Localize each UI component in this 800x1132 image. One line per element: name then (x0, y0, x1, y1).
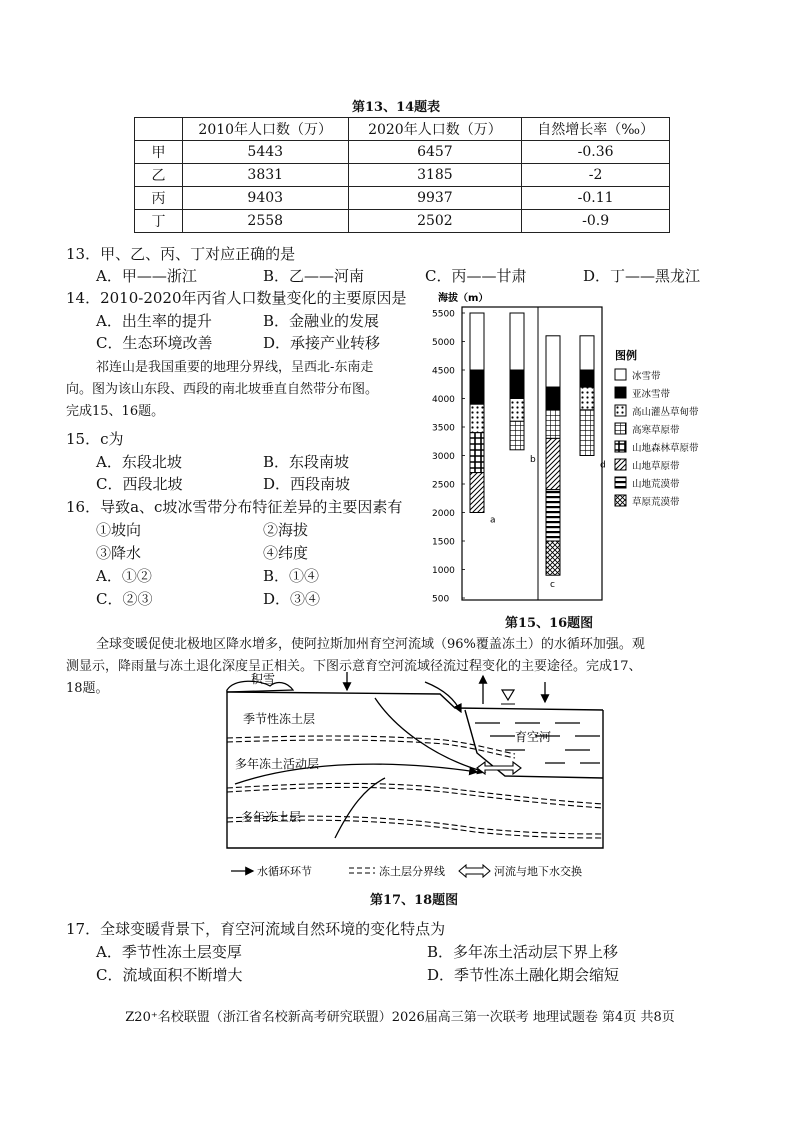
legend-boundary: 冻土层分界线 (379, 865, 445, 878)
table-cell: 丙 (135, 187, 183, 210)
table-row (135, 141, 670, 164)
column-label: d (600, 460, 606, 471)
ground-surface (227, 692, 603, 710)
q15-option-d: D．西段南坡 (263, 475, 351, 493)
q13-stem: 13．甲、乙、丙、丁对应正确的是 (66, 245, 296, 263)
q16-stem: 16．导致a、c坡冰雪带分布特征差异的主要因素有 (66, 498, 403, 516)
table-cell: 6457 (348, 141, 522, 164)
zone-segment (546, 410, 560, 439)
legend-label: 草原荒漠带 (632, 497, 680, 508)
q16-option-c: C．②③ (96, 590, 153, 608)
y-tick-label: 4500 (432, 366, 455, 377)
legend-label: 山地森林草原带 (632, 443, 699, 454)
table-cell: 甲 (135, 141, 183, 164)
river-label: 育空河 (515, 730, 552, 744)
zone-segment (510, 399, 524, 422)
y-tick-label: 3500 (432, 423, 455, 434)
river-groundwater-exchange-arrow (477, 762, 521, 774)
zone-segment (580, 387, 594, 410)
table-cell: 乙 (135, 164, 183, 187)
y-tick-label: 5000 (432, 338, 455, 348)
chart-legend (615, 369, 699, 508)
zone-segment (470, 313, 484, 370)
q15-option-c: C．西段北坡 (96, 475, 183, 493)
q16-factor: ③降水 (96, 544, 142, 562)
q14-option-b: B．金融业的发展 (263, 312, 380, 330)
y-tick-label: 2500 (432, 480, 455, 491)
table-row (135, 164, 670, 187)
q17-option-d: D．季节性冻土融化期会缩短 (427, 966, 620, 984)
legend-label: 亚冰雪带 (632, 389, 671, 400)
column-label: c (550, 580, 555, 591)
legend-exchange-symbol (459, 865, 490, 877)
zone-segment (510, 313, 524, 370)
y-tick-label: 3000 (432, 452, 455, 462)
q14-option-c: C．生态环境改善 (96, 334, 213, 352)
column-label: a (490, 515, 496, 526)
snow-label: 积雪 (251, 672, 276, 686)
q14-option-d: D．承接产业转移 (263, 334, 381, 352)
legend-label: 高山灌丛草甸带 (632, 407, 699, 418)
zone-segment (510, 370, 524, 399)
q16-factor: ②海拔 (263, 521, 309, 539)
table-cell: 2502 (348, 210, 522, 233)
zone-segment (470, 473, 484, 513)
q16-factor: ①坡向 (96, 521, 142, 539)
page-footer: Z20⁺名校联盟（浙江省名校新高考研究联盟）2026届高三第一次联考 地理试题卷 第4页 共8页 (125, 1010, 675, 1025)
q13-option-a: A．甲——浙江 (96, 267, 197, 285)
q16-factor: ④纬度 (263, 544, 309, 562)
table-header-cell (135, 118, 183, 141)
zone-segment (510, 421, 524, 450)
chart-y-label: 海拔（m） (438, 293, 489, 304)
zone-segment (470, 404, 484, 433)
legend-title: 图例 (615, 349, 637, 362)
y-tick-label: 5500 (432, 309, 455, 320)
table-row (135, 210, 670, 233)
legend-exchange: 河流与地下水交换 (494, 865, 582, 878)
table-cell: -2 (522, 164, 670, 187)
vertical-zone-chart (430, 285, 730, 615)
active-layer-label: 多年冻土活动层 (235, 757, 320, 771)
y-tick-label: 1000 (432, 566, 455, 576)
table-cell: -0.9 (522, 210, 670, 233)
legend-swatch (615, 387, 626, 398)
y-tick-label: 500 (432, 594, 450, 605)
zone-segment (580, 370, 594, 387)
zone-segment (580, 336, 594, 370)
passage1-line: 祁连山是我国重要的地理分界线，呈西北-东南走 (96, 360, 374, 375)
y-axis-ticks (432, 310, 465, 605)
table-header-cell: 自然增长率（‰） (522, 118, 670, 141)
table-caption: 第13、14题表 (352, 100, 441, 115)
zone-segment (546, 541, 560, 575)
table-cell: 2558 (182, 210, 348, 233)
q15-option-b: B．东段南坡 (263, 453, 350, 471)
population-table (134, 117, 670, 233)
zone-segment (546, 490, 560, 541)
legend-label: 山地荒漠带 (632, 479, 680, 490)
zone-segment (470, 433, 484, 473)
zone-segment (546, 387, 560, 410)
zone-segment (580, 410, 594, 456)
legend-swatch (615, 423, 626, 434)
q17-option-a: A．季节性冻土层变厚 (96, 943, 242, 961)
water-level-symbol (502, 690, 514, 700)
permafrost-diagram (215, 668, 615, 883)
table-cell: 3831 (182, 164, 348, 187)
zone-segment (470, 370, 484, 404)
table-cell: 3185 (348, 164, 522, 187)
y-tick-label: 1500 (432, 537, 455, 548)
legend-swatch (615, 441, 626, 452)
table-cell: 丁 (135, 210, 183, 233)
table-cell: -0.11 (522, 187, 670, 210)
legend-swatch (615, 369, 626, 380)
y-tick-label: 2000 (432, 509, 455, 519)
table-header-cell: 2020年人口数（万） (348, 118, 522, 141)
q17-option-c: C．流域面积不断增大 (96, 966, 243, 984)
seasonal-frozen-layer-label: 季节性冻土层 (243, 712, 316, 726)
q14-option-a: A．出生率的提升 (96, 312, 212, 330)
q16-option-b: B．①④ (263, 567, 320, 585)
q17-stem: 17．全球变暖背景下，育空河流域自然环境的变化特点为 (66, 920, 446, 938)
y-tick-label: 4000 (432, 395, 455, 405)
passage2-line: 测显示，降雨量与冻土退化深度呈正相关。下图示意育空河流域径流过程变化的主要途径。完成17、 (66, 659, 642, 674)
passage1-line: 向。图为该山东段、西段的南北坡垂直自然带分布图。 (66, 382, 379, 397)
q13-option-c: C．丙——甘肃 (425, 267, 527, 285)
legend-swatch (615, 477, 626, 488)
chart-caption: 第15、16题图 (505, 616, 594, 631)
passage2-line: 18题。 (66, 681, 109, 696)
diagram-caption: 第17、18题图 (370, 893, 459, 908)
q14-stem: 14．2010-2020年丙省人口数量变化的主要原因是 (66, 289, 407, 307)
legend-boundary-symbol (349, 868, 375, 873)
table-row (135, 187, 670, 210)
q16-option-a: A．①② (96, 567, 152, 585)
q16-option-d: D．③④ (263, 590, 321, 608)
legend-water-cycle: 水循环环节 (257, 865, 312, 878)
legend-label: 冰雪带 (632, 371, 661, 382)
table-header-cell: 2010年人口数（万） (182, 118, 348, 141)
q17-option-b: B．多年冻土活动层下界上移 (427, 943, 619, 961)
column-label: b (530, 454, 536, 465)
legend-label: 山地草原带 (632, 461, 680, 472)
q13-option-d: D．丁——黑龙江 (583, 267, 701, 285)
legend-label: 高寒草原带 (632, 425, 680, 436)
passage1-line: 完成15、16题。 (66, 404, 165, 419)
table-cell: -0.36 (522, 141, 670, 164)
legend-swatch (615, 459, 626, 470)
legend-swatch (615, 495, 626, 506)
passage2-line: 全球变暖促使北极地区降水增多，使阿拉斯加州育空河流域（96%覆盖冻土）的水循环加强。观 (96, 637, 645, 652)
zone-segment (546, 336, 560, 387)
table-cell: 9937 (348, 187, 522, 210)
table-header-row (135, 118, 670, 141)
q15-option-a: A．东段北坡 (96, 453, 182, 471)
zone-segment (546, 438, 560, 489)
legend-swatch (615, 405, 626, 416)
permafrost-layer-label: 多年冻土层 (241, 810, 302, 824)
q15-stem: 15．c为 (66, 430, 124, 448)
table-cell: 5443 (182, 141, 348, 164)
table-cell: 9403 (182, 187, 348, 210)
q13-option-b: B．乙——河南 (263, 267, 365, 285)
